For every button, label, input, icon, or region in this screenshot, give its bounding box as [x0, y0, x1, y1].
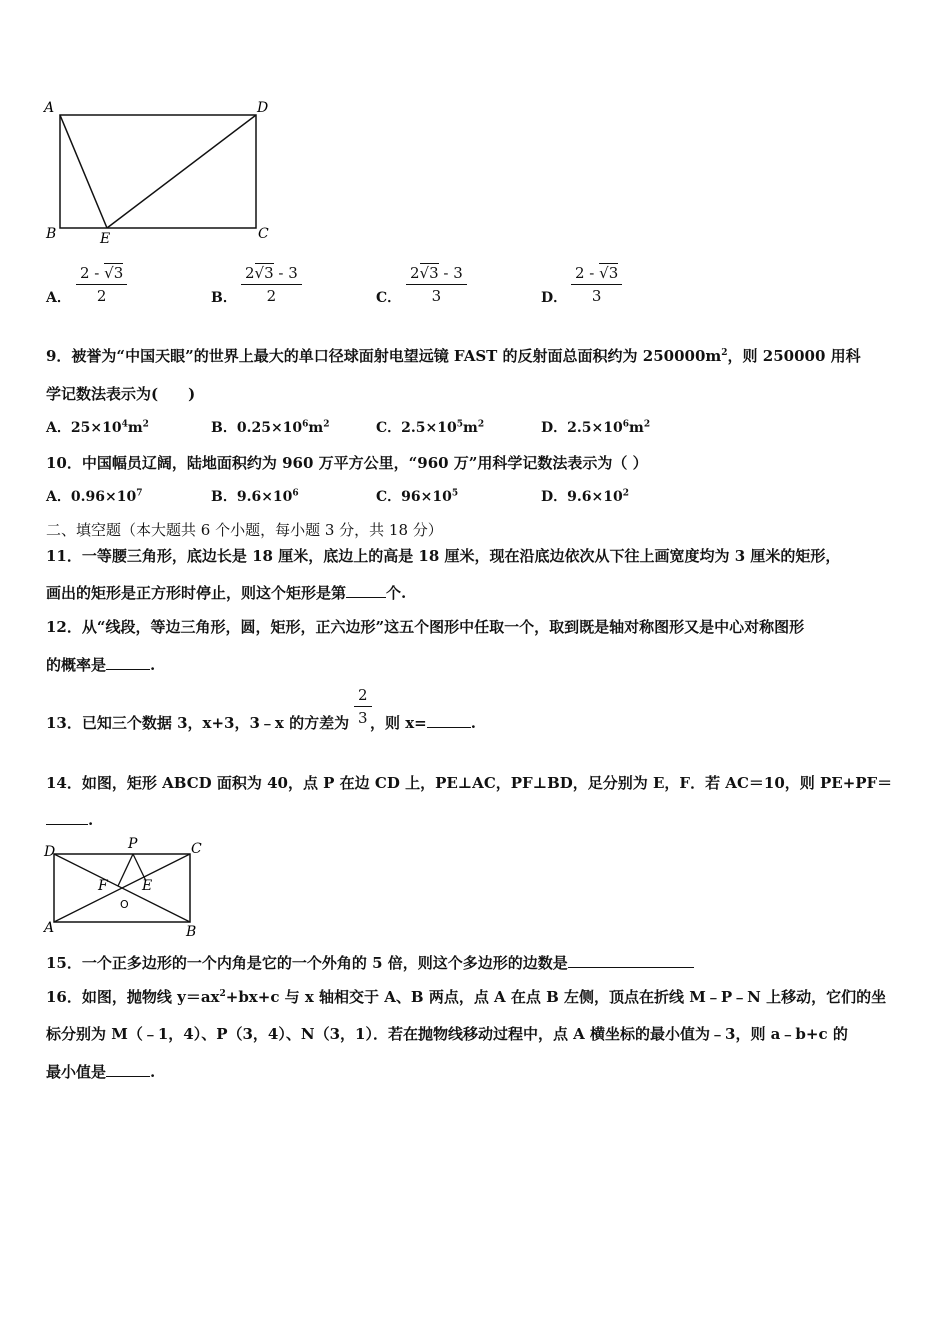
q14-line2: .	[46, 810, 93, 829]
fig2-label-b: B	[186, 924, 197, 940]
fig2-label-e: E	[142, 878, 153, 894]
q13-line: 13．已知三个数据 3，x+3，3﹣x 的方差为	[46, 714, 350, 732]
rectangle-outline	[60, 115, 256, 228]
q8-option-c-fraction: $\frac{2√3 - 3}{3}$	[406, 264, 467, 305]
q8-option-b-fraction: $\frac{2√3 - 3}{2}$	[241, 264, 302, 305]
segment-ae	[60, 115, 107, 228]
segment-ed	[107, 115, 256, 228]
fig2-label-o: O	[120, 898, 129, 911]
q13-fraction: $\frac{2}{3}$	[354, 686, 372, 727]
q9-line2: 学记数法表示为( )	[46, 385, 196, 403]
q16-line1: 16．如图，抛物线 $y=ax^2+bx+c$ 与 x 轴相交于 A、B 两点，点 A 在点 B 左侧，顶点在折线 M﹣P﹣N 上移动，它们的坐	[46, 988, 887, 1006]
q14-line1: 14．如图，矩形 ABCD 面积为 40，点 P 在边 CD 上，PE⊥AC，PF⊥BD，足分别为 E，F．若 AC＝10，则 PE+PF＝	[46, 774, 893, 792]
q13-tail: ，则 x= .	[370, 714, 476, 732]
q9-option-a: A．$25\times 10^4m^2$	[46, 419, 149, 436]
q12-line1: 12．从“线段，等边三角形，圆，矩形，正六边形”这五个图形中任取一个，取到既是轴对称图形又是中心对称图形	[46, 618, 805, 636]
fig2-label-f: F	[98, 878, 108, 894]
q10-option-d: D．$9.6\times 10^2$	[541, 488, 629, 505]
q8-option-d-letter: D．	[541, 290, 568, 306]
figure-rectangle-abcd	[40, 95, 280, 250]
q9-option-d: D．$2.5\times 10^6m^2$	[541, 419, 651, 436]
q16-line2: 标分别为 M（﹣1，4）、P（3，4）、N（3，1）．若在抛物线移动过程中，点 A 横坐标的最小值为﹣3，则 a﹣b+c 的	[46, 1025, 848, 1043]
fig2-label-d: D	[44, 844, 56, 860]
q9-option-c: C．$2.5\times 10^5m^2$	[376, 419, 485, 436]
fig2-label-a: A	[44, 920, 55, 936]
label-d: D	[257, 100, 269, 116]
section2-heading: 二、填空题（本大题共 6 个小题，每小题 3 分，共 18 分）	[46, 521, 443, 539]
q8-option-a-letter: A．	[46, 290, 71, 306]
q12-line2: 的概率是 .	[46, 656, 156, 674]
segment-pf	[118, 854, 133, 886]
label-c: C	[258, 226, 269, 242]
q11-line1: 11．一等腰三角形，底边长是 18 厘米，底边上的高是 18 厘米，现在沿底边依次从下往上画宽度均为 3 厘米的矩形，	[46, 547, 841, 565]
q9-line1: 9．被誉为“中国天眼”的世界上最大的单口径球面射电望远镜 FAST 的反射面总面积约为 $250000m^2$，则 250000 用科	[46, 347, 861, 365]
q10-line1: 10．中国幅员辽阔，陆地面积约为 960 万平方公里，“960 万”用科学记数法表示为（ ）	[46, 454, 648, 472]
q8-option-b-letter: B．	[211, 290, 237, 306]
figure-rectangle-abcd-diagonals	[40, 836, 220, 940]
q8-option-c-letter: C．	[376, 290, 402, 306]
label-e: E	[100, 231, 111, 247]
q8-option-d-fraction: $\frac{2 - √3}{3}$	[571, 264, 622, 305]
q10-option-c: C．$96\times 10^5$	[376, 488, 459, 505]
label-a: A	[44, 100, 55, 116]
q8-option-a-fraction: $\frac{2 - √3}{2}$	[76, 264, 127, 305]
fig2-label-p: P	[128, 836, 138, 852]
fig2-label-c: C	[191, 841, 202, 857]
label-b: B	[46, 226, 57, 242]
q16-line3: 最小值是 .	[46, 1063, 156, 1081]
q11-line2: 画出的矩形是正方形时停止，则这个矩形是第 个.	[46, 584, 407, 602]
q10-option-b: B．$9.6\times 10^6$	[211, 488, 299, 505]
q15-line: 15．一个正多边形的一个内角是它的一个外角的 5 倍，则这个多边形的边数是	[46, 952, 694, 973]
q10-option-a: A．$0.96\times 10^7$	[46, 488, 143, 505]
segment-pe	[133, 854, 146, 881]
q9-option-b: B．$0.25\times 10^6m^2$	[211, 419, 330, 436]
